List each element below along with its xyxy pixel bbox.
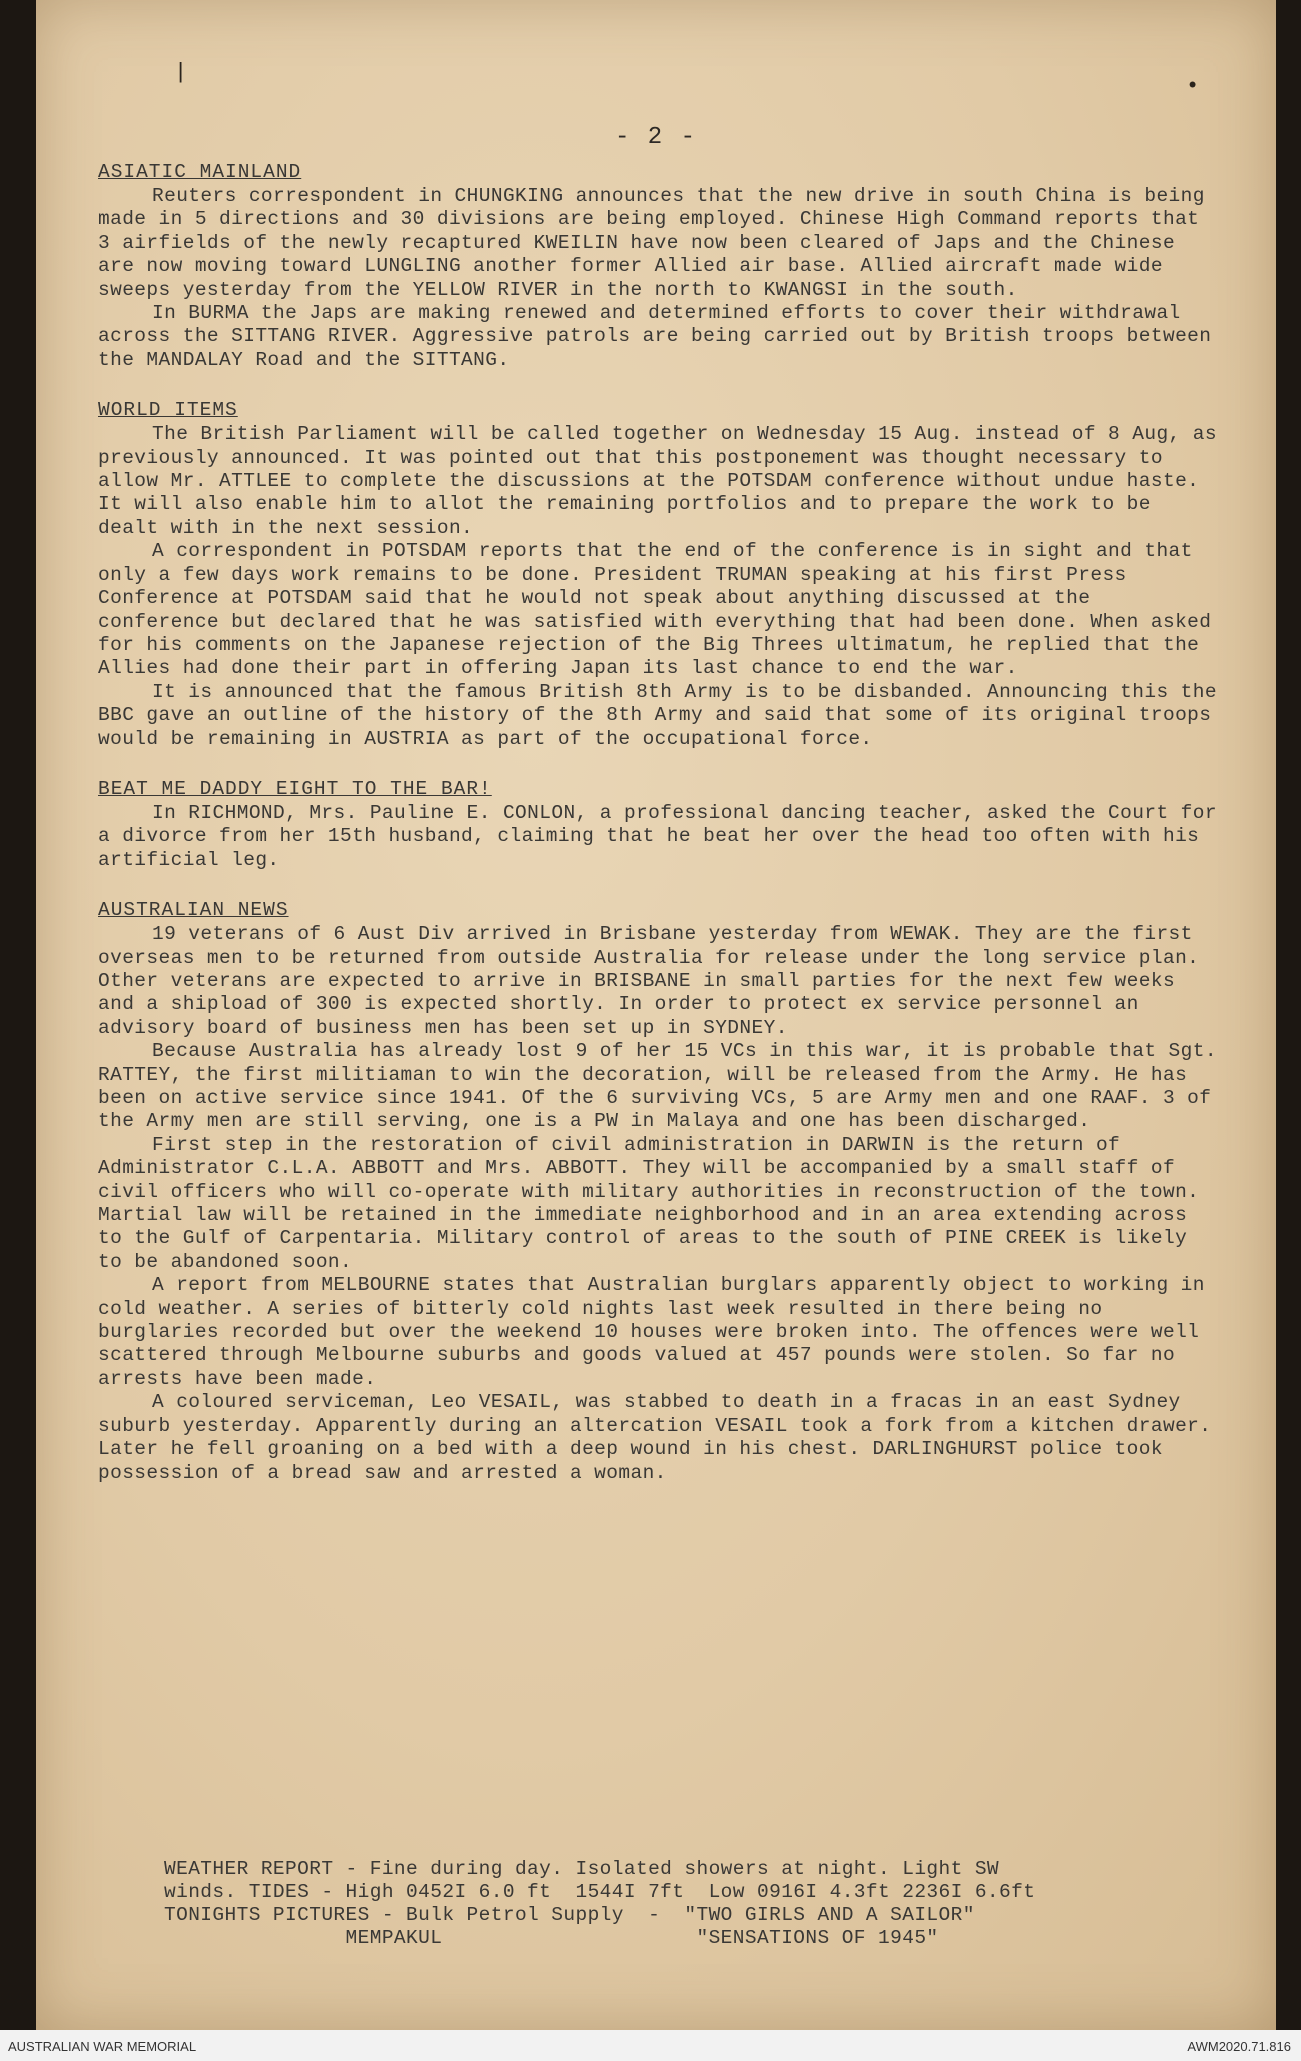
paragraph: 19 veterans of 6 Aust Div arrived in Brisbane yesterday from WEWAK. They are the first overseas men to be returned from outside Australia for release under the long service plan. Other veterans are expected to arrive in BRISBANE in small parties for the next few weeks and a shipload of 300 is expected shortly. In order to protect ex service personnel an advisory board of business men has been set up in SYDNEY. xyxy=(98,923,1200,1039)
section-text xyxy=(98,802,1218,872)
section-heading: AUSTRALIAN NEWS xyxy=(98,899,289,922)
paragraph: The British Parliament will be called together on Wednesday 15 Aug. instead of 8 Aug, as previously announced. It was pointed out that this postponement was thought necessary to allow Mr. ATTLEE to complete the discussions at the POTSDAM conference without undue haste. It will also enable him to allot the remaining portfolios and to prepare the work to be dealt with in the next session. xyxy=(98,423,1217,539)
section-text xyxy=(98,185,1218,372)
archive-caption-bar xyxy=(0,2030,1301,2061)
paragraph: In BURMA the Japs are making renewed and determined efforts to cover their withdrawal across the SITTANG RIVER. Aggressive patrols are being carried out by British troops between the MANDALAY Road and the SITTANG. xyxy=(98,302,1212,371)
institution-label: AUSTRALIAN WAR MEMORIAL xyxy=(8,2039,197,2054)
paragraph: A report from MELBOURNE states that Australian burglars apparently object to working in cold weather. A series of bitterly cold nights last week resulted in there being no burglaries recorded but over the weekend 10 houses were broken into. The offences were well scattered through Melbourne suburbs and goods valued at 457 pounds were stolen. So far no arrests have been made. xyxy=(98,1274,1205,1390)
bulletin-body xyxy=(98,160,1218,1511)
section-heading: BEAT ME DADDY EIGHT TO THE BAR! xyxy=(98,777,492,800)
reference-number: AWM2020.71.816 xyxy=(1187,2039,1291,2054)
paragraph: Because Australia has already lost 9 of her 15 VCs in this war, it is probable that Sgt. RATTEY, the first militiaman to win the decoration, will be released from the Army. He has been on active service since 1941. Of the 6 surviving VCs, 5 are Army men and one RAAF. 3 of the Army men are still serving, one is a PW in Malaya and one has been discharged. xyxy=(98,1040,1217,1133)
page-number: - 2 - xyxy=(614,124,697,151)
section-text xyxy=(98,923,1218,1485)
weather-report: WEATHER REPORT - Fine during day. Isolated showers at night. Light SW xyxy=(164,1858,1000,1880)
section-heading: WORLD ITEMS xyxy=(98,399,238,422)
paragraph: First step in the restoration of civil administration in DARWIN is the return of Administrator C.L.A. ABBOTT and Mrs. ABBOTT. They will be accompanied by a small staff of civil officers who will co-operate with military authorities in reconstruction of the town. Martial law will be retained in the immediate neighborhood and in an area extending across to the Gulf of Carpentaria. Military control of areas to the south of PINE CREEK is likely to be abandoned soon. xyxy=(98,1133,1200,1273)
paragraph: A coloured serviceman, Leo VESAIL, was stabbed to death in a fracas in an east Sydney suburb yesterday. Apparently during an altercation VESAIL took a fork from a kitchen drawer. Later he fell groaning on a bed with a deep wound in his chest. DARLINGHURST police took possession of a bread saw and arrested a woman. xyxy=(98,1391,1212,1484)
section-heading: ASIATIC MAINLAND xyxy=(98,161,302,183)
bulletin-footer xyxy=(164,1858,1254,1950)
paragraph: Reuters correspondent in CHUNGKING announces that the new drive in south China is being made in 5 directions and 30 divisions are being employed. Chinese High Command reports that 3 airfields of the newly recaptured KWEILIN have now been cleared of Japs and the Chinese are now moving toward LUNGLING another former Allied air base. Allied aircraft made wide sweeps yesterday from the YELLOW RIVER in the north to KWANGSI in the south. xyxy=(98,185,1205,301)
paragraph: In RICHMOND, Mrs. Pauline E. CONLON, a professional dancing teacher, asked the Court for a divorce from her 15th husband, claiming that he beat her over the head too often with his artificial leg. xyxy=(98,801,1217,871)
ink-mark-top-left: | xyxy=(174,60,188,85)
section-world-items xyxy=(98,398,1218,751)
section-beat-me-daddy xyxy=(98,777,1218,872)
section-australian-news xyxy=(98,898,1218,1485)
paragraph: It is announced that the famous British 8th Army is to be disbanded. Announcing this the BBC gave an outline of the history of the 8th Army and said that some of its original troops would be remaining in AUSTRIA as part of the occupational force. xyxy=(98,680,1217,750)
pictures-line: TONIGHTS PICTURES - Bulk Petrol Supply - "TWO GIRLS AND A SAILOR" xyxy=(164,1904,975,1926)
section-asiatic-mainland xyxy=(98,160,1218,372)
pictures-line-mempakul: MEMPAKUL "SENSATIONS OF 1945" xyxy=(164,1927,939,1949)
paragraph: A correspondent in POTSDAM reports that the end of the conference is in sight and that only a few days work remains to be done. President TRUMAN speaking at his first Press Conference at POTSDAM said that he would not speak about anything discussed at the conference but declared that he was satisfied with everything that had been done. When asked for his comments on the Japanese rejection of the Big Threes ultimatum, he replied that the Allies had done their part in offering Japan its last chance to end the war. xyxy=(98,540,1212,680)
tides-line: winds. TIDES - High 0452I 6.0 ft 1544I 7ft Low 0916I 4.3ft 2236I 6.6ft xyxy=(164,1881,1036,1903)
section-text xyxy=(98,423,1218,751)
document-page xyxy=(36,0,1276,2030)
ink-mark-top-right: • xyxy=(1186,74,1200,99)
